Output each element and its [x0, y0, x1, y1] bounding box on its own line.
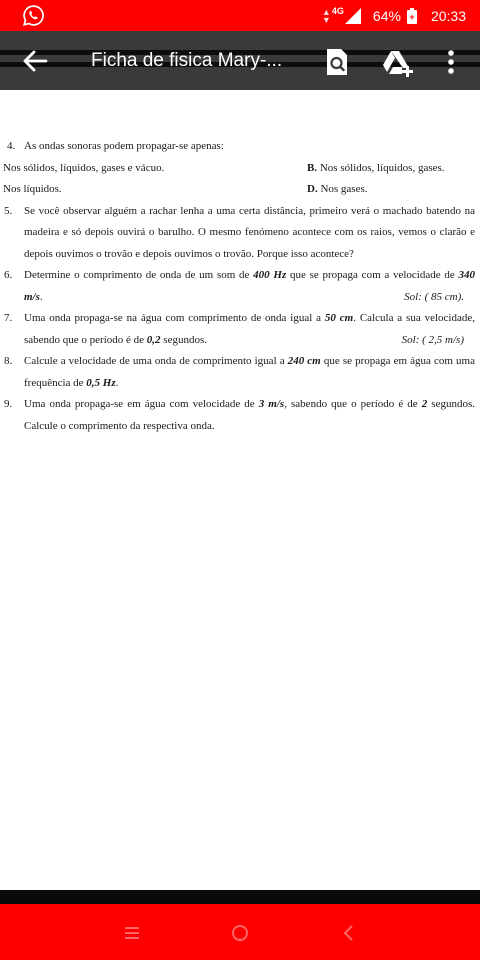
document-content: [0, 136, 480, 437]
question-number: 5.: [4, 204, 13, 217]
add-to-drive-icon[interactable]: [382, 50, 414, 78]
question-text: que se propaga com a velocidade de: [286, 269, 459, 281]
question-number: 7.: [4, 312, 13, 324]
question-number: 9.: [4, 398, 13, 410]
wavelength-value: 240 cm: [287, 355, 321, 367]
wavelength-value: 50 cm: [324, 312, 354, 324]
option-c: Nos líquidos.: [3, 183, 62, 195]
question-9: [0, 394, 480, 437]
battery-charging-icon: +: [407, 8, 417, 24]
question-7: [0, 308, 480, 351]
back-arrow-icon[interactable]: [22, 49, 48, 73]
question-text: As ondas sonoras podem propagar-se apenas:: [24, 140, 224, 152]
option-d: [307, 179, 368, 201]
option-text: Nos gases.: [317, 183, 368, 195]
document-title: Ficha de fisica Mary-...: [91, 50, 283, 71]
option-letter: D.: [307, 183, 318, 195]
navigation-bar: [0, 904, 480, 960]
clock: 20:33: [430, 7, 466, 24]
app-toolbar: [0, 31, 480, 90]
velocity-value: 340 m/s: [24, 269, 475, 303]
option-text: Nos sólidos, líquidos, gases.: [317, 161, 445, 174]
question-text: Uma onda propaga-se em água com velocidade de: [24, 398, 259, 410]
solution-note: Sol: ( 2,5 m/s): [401, 333, 464, 346]
question-6: [0, 265, 480, 308]
more-vert-icon[interactable]: [444, 49, 458, 75]
options-row-2: [0, 179, 480, 201]
battery-percent: 64%: [372, 7, 401, 24]
question-text: .: [39, 290, 43, 303]
question-number: 6.: [4, 269, 13, 281]
question-text: segundos.: [160, 333, 207, 346]
option-b: [307, 158, 445, 180]
question-4: [0, 136, 480, 158]
data-activity-icon: ▲ ▼: [321, 6, 331, 25]
recents-icon[interactable]: [124, 926, 140, 940]
solution-note: Sol: ( 85 cm).: [404, 290, 464, 303]
question-text: .: [115, 376, 119, 389]
document-page[interactable]: [0, 90, 480, 890]
question-text: Determine o comprimento de onda de um som de: [24, 269, 254, 281]
search-document-icon[interactable]: [325, 48, 349, 76]
question-text: Calcule a velocidade de uma onda de comprimento igual a: [24, 355, 288, 367]
question-text: Se você observar alguém a rachar lenha a uma certa distância, primeiro verá o machado batendo na madeira e só depois ouvirá o barulho. O mesmo fenómeno acontece com os raios, vemos o clarão e depois ouvimos o trovão e depois ouvimos o trovão. Porque isso acontece?: [24, 204, 475, 260]
question-number: 4.: [7, 140, 16, 152]
question-5: [0, 201, 480, 266]
question-text: que se propaga em água com uma frequência de: [24, 355, 475, 389]
velocity-value: 3 m/s: [258, 398, 285, 410]
bottom-divider: [0, 890, 480, 904]
question-text: segundos. Calcule o comprimento da respectiva onda.: [24, 398, 475, 432]
frequency-value: 0,5 Hz: [86, 376, 116, 389]
back-icon[interactable]: [341, 924, 355, 942]
question-text: Uma onda propaga-se na água com comprimento de onda igual a: [24, 312, 325, 324]
option-letter: B.: [307, 161, 318, 174]
home-icon[interactable]: [230, 923, 250, 943]
question-text: . Calcula a sua velocidade, sabendo que o período é de: [24, 312, 475, 346]
network-type: 4G: [331, 5, 344, 16]
signal-icon: [345, 8, 361, 24]
option-a: Nos sólidos, líquidos, gases e vácuo.: [3, 161, 165, 174]
period-value: 2: [421, 398, 428, 410]
status-icons: [322, 0, 466, 31]
status-bar: [0, 0, 480, 31]
frequency-value: 400 Hz: [253, 269, 287, 281]
question-8: [0, 351, 480, 394]
question-number: 8.: [4, 355, 13, 367]
whatsapp-icon: [22, 4, 45, 27]
options-row-1: [0, 158, 480, 180]
question-text: , sabendo que o período é de: [284, 398, 422, 410]
period-value: 0,2: [146, 333, 161, 346]
